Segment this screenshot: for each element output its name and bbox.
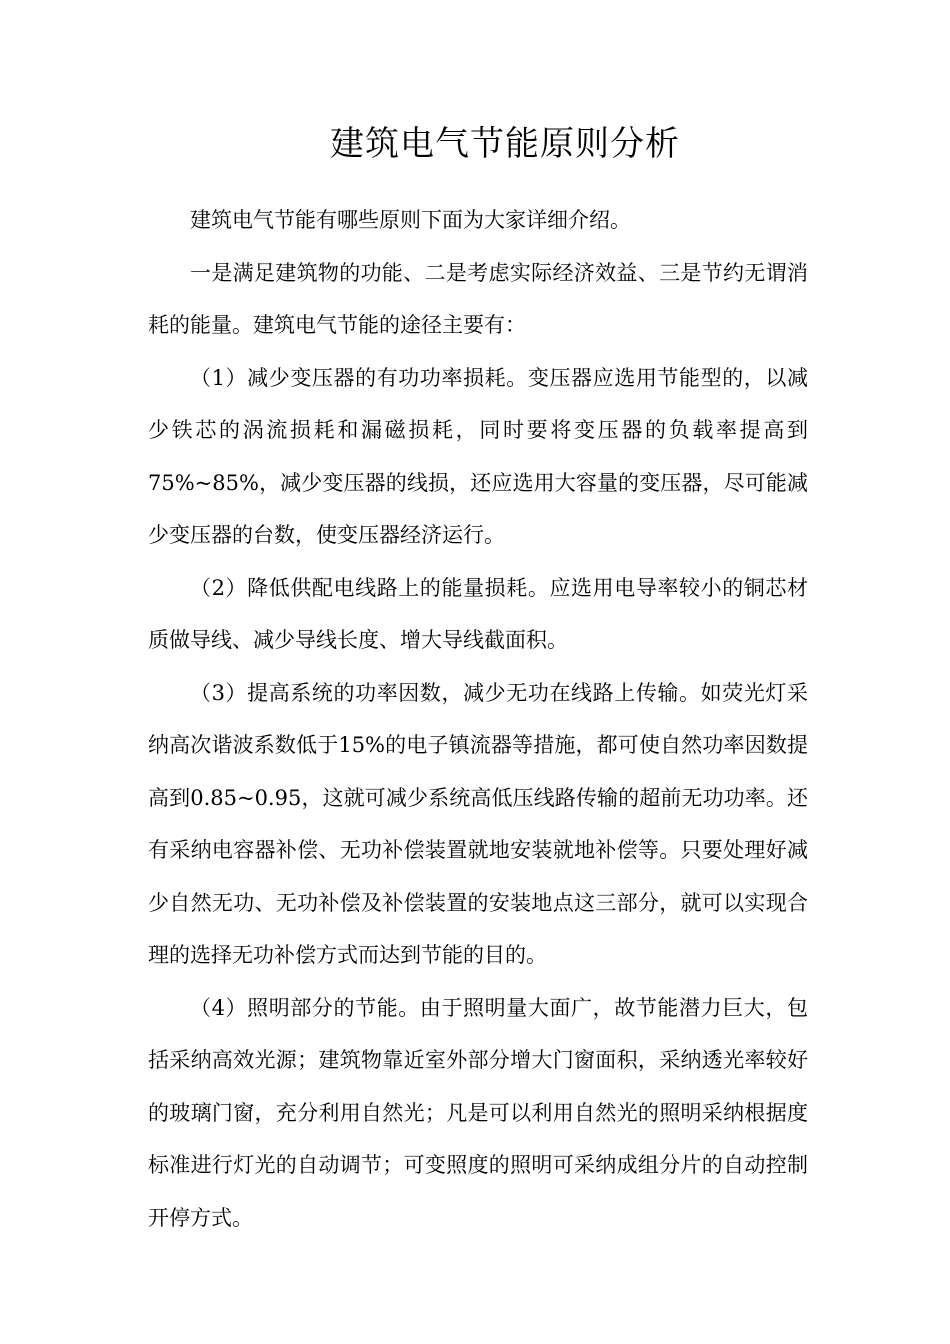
- paragraph-line-loss: （2）降低供配电线路上的能量损耗。应选用电导率较小的铜芯材质做导线、减少导线长度、增大导线截面积。: [148, 575, 808, 652]
- paragraph-power-factor: （3）提高系统的功率因数，减少无功在线路上传输。如荧光灯采纳高次谐波系数低于15%的电子镇流器等措施，都可使自然功率因数提高到0.85~0.95，这就可减少系统高低压线路传输的超前无功功率。还有采纳电容器补偿、无功补偿装置就地安装就地补偿等。只要处理好减少自然无功、无功补偿及补偿装置的安装地点这三部分，就可以实现合理的选择无功补偿方式而达到节能的目的。: [148, 680, 808, 967]
- document-title: 建筑电气节能原则分析: [330, 124, 680, 164]
- paragraph-principles: 一是满足建筑物的功能、二是考虑实际经济效益、三是节约无谓消耗的能量。建筑电气节能的途径主要有：: [148, 260, 808, 337]
- document-body: [148, 194, 808, 1244]
- paragraph-transformer: （1）减少变压器的有功功率损耗。变压器应选用节能型的，以减少铁芯的涡流损耗和漏磁损耗，同时要将变压器的负载率提高到75%~85%，减少变压器的线损，还应选用大容量的变压器，尽可能减少变压器的台数，使变压器经济运行。: [148, 365, 808, 547]
- paragraph-intro: 建筑电气节能有哪些原则下面为大家详细介绍。: [190, 208, 631, 232]
- paragraph-lighting: （4）照明部分的节能。由于照明量大面广，故节能潜力巨大，包括采纳高效光源；建筑物靠近室外部分增大门窗面积，采纳透光率较好的玻璃门窗，充分利用自然光；凡是可以利用自然光的照明采纳根据度标准进行灯光的自动调节；可变照度的照明可采纳成组分片的自动控制开停方式。: [148, 995, 808, 1230]
